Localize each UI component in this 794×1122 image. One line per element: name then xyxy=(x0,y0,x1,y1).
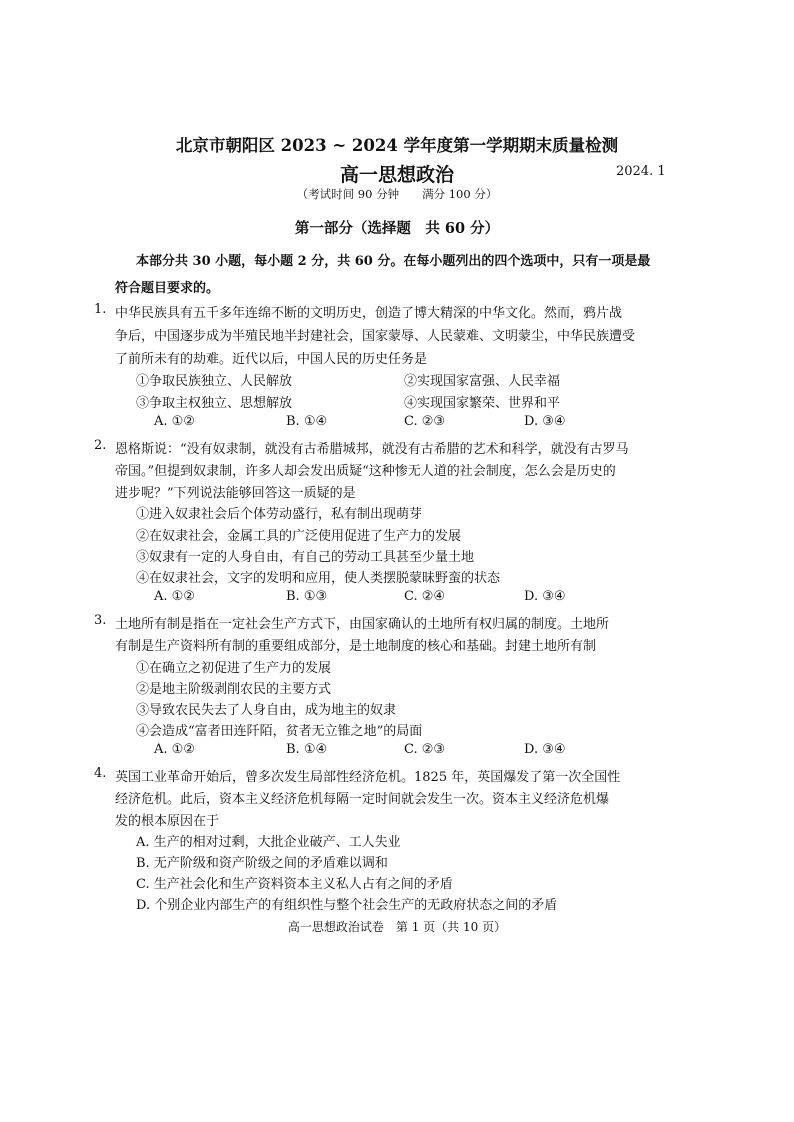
q1-number: 1. xyxy=(94,302,107,317)
exam-date: 2024. 1 xyxy=(616,164,666,179)
q2-item: ①进入奴隶社会后个体劳动盛行，私有制出现萌芽 xyxy=(136,507,423,522)
q1-stem-line: 1. 中华民族具有五千多年连绵不断的文明历史，创造了博大精深的中华文化。然而，鸦片战 xyxy=(94,302,623,321)
q2-item: ③奴隶有一定的人身自由，有自己的劳动工具甚至少量土地 xyxy=(136,550,475,565)
q4-option-b: B. 无产阶级和资产阶级之间的矛盾难以调和 xyxy=(136,856,388,871)
section-instructions-cont: 符合题目要求的。 xyxy=(115,281,220,296)
q4-stem-line: 经济危机。此后，资本主义经济危机每隔一定时间就会发生一次。资本主义经济危机爆 xyxy=(115,792,610,807)
q1-choice-a: A. ①② xyxy=(154,414,195,429)
q4-option-c: C. 生产社会化和生产资料资本主义私人占有之间的矛盾 xyxy=(136,877,453,892)
q1-item: ③争取主权独立、思想解放 xyxy=(136,396,293,411)
q2-stem-line: 进步呢？”下列说法能够回答这一质疑的是 xyxy=(115,486,356,501)
q2-choice-b: B. ①③ xyxy=(286,589,328,604)
q4-stem-line: 发的根本原因在于 xyxy=(115,814,220,829)
section-title: 第一部分（选择题 共 60 分） xyxy=(294,220,500,237)
q2-stem-line: 2. 恩格斯说：“没有奴隶制，就没有古希腊城邦，就没有古希腊的艺术和科学，就没有古罗马 xyxy=(94,438,629,457)
exam-meta: （考试时间 90 分钟 满分 100 分） xyxy=(296,187,498,201)
q2-stem-line: 帝国。”但提到奴隶制，许多人却会发出质疑“这种惨无人道的社会制度，怎么会是历史的 xyxy=(115,464,616,479)
q2-item: ④在奴隶社会，文字的发明和应用，使人类摆脱蒙昧野蛮的状态 xyxy=(136,571,501,586)
q3-stem-line: 有制是生产资料所有制的重要组成部分，是土地制度的核心和基础。封建土地所有制 xyxy=(115,639,597,654)
q1-choice-d: D. ③④ xyxy=(524,414,566,429)
q3-choice-a: A. ①② xyxy=(154,742,195,757)
q1-item: ④实现国家繁荣、世界和平 xyxy=(404,396,561,411)
q1-stem-line: 争后，中国逐步成为半殖民地半封建社会，国家蒙辱、人民蒙难、文明蒙尘，中华民族遭受 xyxy=(115,329,636,344)
q1-stem-line: 了前所未有的劫难。近代以后，中国人民的历史任务是 xyxy=(115,352,428,367)
q3-stem-line: 3. 土地所有制是指在一定社会生产方式下，由国家确认的土地所有权归属的制度。土地所 xyxy=(94,613,610,632)
q2-item: ②在奴隶社会，金属工具的广泛使用促进了生产力的发展 xyxy=(136,529,462,544)
q1-choice-c: C. ②③ xyxy=(404,414,446,429)
page-footer: 高一思想政治试卷 第 1 页（共 10 页） xyxy=(287,920,507,934)
q3-item: ②是地主阶级剥削农民的主要方式 xyxy=(136,682,332,697)
q2-choice-d: D. ③④ xyxy=(524,589,566,604)
q4-option-a: A. 生产的相对过剩，大批企业破产、工人失业 xyxy=(136,835,401,850)
section-instructions: 本部分共 30 小题，每小题 2 分，共 60 分。在每小题列出的四个选项中，只有一项是最 xyxy=(136,254,651,269)
exam-title: 北京市朝阳区 2023 ~ 2024 学年度第一学期期末质量检测 xyxy=(175,136,619,155)
q4-number: 4. xyxy=(94,766,107,781)
q3-item: ①在确立之初促进了生产力的发展 xyxy=(136,661,332,676)
q3-choice-c: C. ②③ xyxy=(404,742,446,757)
q3-number: 3. xyxy=(94,613,107,628)
q4-stem-line: 4. 英国工业革命开始后，曾多次发生局部性经济危机。1825 年，英国爆发了第一次全国性 xyxy=(94,766,621,785)
q1-item: ①争取民族独立、人民解放 xyxy=(136,374,293,389)
q2-number: 2. xyxy=(94,438,107,453)
q2-choice-a: A. ①② xyxy=(154,589,195,604)
q3-item: ③导致农民失去了人身自由，成为地主的奴隶 xyxy=(136,703,397,718)
q3-choice-b: B. ①④ xyxy=(286,742,328,757)
q1-item: ②实现国家富强、人民幸福 xyxy=(404,374,561,389)
q4-option-d: D. 个别企业内部生产的有组织性与整个社会生产的无政府状态之间的矛盾 xyxy=(136,898,558,913)
q1-choice-b: B. ①④ xyxy=(286,414,328,429)
q3-choice-d: D. ③④ xyxy=(524,742,566,757)
q2-choice-c: C. ②④ xyxy=(404,589,446,604)
q3-item: ④会造成“富者田连阡陌，贫者无立锥之地”的局面 xyxy=(136,724,423,739)
subject-title: 高一思想政治 xyxy=(339,164,454,186)
